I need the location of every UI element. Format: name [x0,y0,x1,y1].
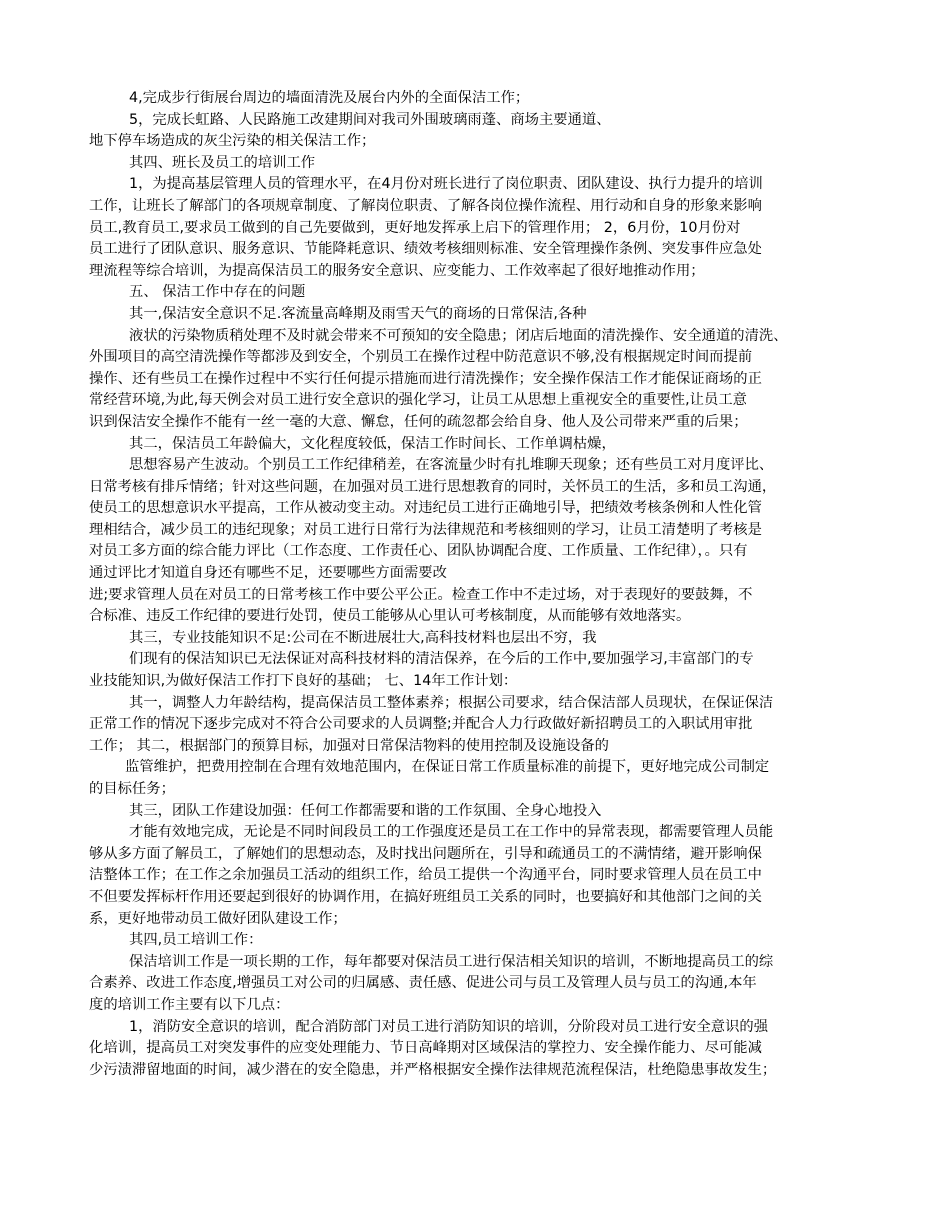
text-line: 其四、班长及员工的培训工作 [129,154,316,171]
text-line: 地下停车场造成的灰尘污染的相关保洁工作； [89,133,376,150]
text-line: 进;要求管理人员在对员工的日常考核工作中要公平公正。检查工作中不走过场，对于表现好的要鼓舞，不 [89,586,753,603]
text-line: 其一，调整人力年龄结构，提高保洁员工整体素养；根据公司要求，结合保洁部人员现状，在保证保洁 [129,694,774,711]
text-line: 对员工多方面的综合能力评比（工作态度、工作责任心、团队协调配合度、工作质量、工作纪律），。只有 [89,543,748,560]
text-line: 1，消防安全意识的培训，配合消防部门对员工进行消防知识的培训，分阶段对员工进行安全意识的强 [129,1018,769,1035]
text-line: 合素养、改进工作态度,增强员工对公司的归属感、责任感、促进公司与员工及管理人员与员工的沟通,本年 [89,975,757,992]
text-line: 理相结合，减少员工的违纪现象；对员工进行日常行为法律规范和考核细则的学习，让员工清楚明了考核是 [89,521,762,538]
text-line: 员工进行了团队意识、服务意识、节能降耗意识、绩效考核细则标准、安全管理操作条例、突发事件应急处 [89,241,762,258]
text-line: 识到保洁安全操作不能有一丝一毫的大意、懈怠，任何的疏忽都会给自身、他人及公司带来严重的后果； [89,413,748,430]
text-line: 的目标任务； [89,781,175,797]
text-line: 外围项目的高空清洗操作等都涉及到安全，个别员工在操作过程中防范意识不够,没有根据规定时间而提前 [89,349,753,366]
text-line: 保洁培训工作是一项长期的工作，每年都要对保洁员工进行保洁相关知识的培训，不断地提高员工的综 [129,953,774,970]
text-line: 其四,员工培训工作： [129,932,263,949]
text-line: 使员工的思想意识水平提高，工作从被动变主动。对违纪员工进行正确地引导，把绩效考核条例和人性化管 [89,500,762,517]
text-line: 思想容易产生波动。个别员工工作纪律稍差，在客流量少时有扎堆聊天现象；还有些员工对月度评比、 [129,457,774,474]
text-line: 够从多方面了解员工，了解她们的思想动态，及时找出问题所在，引导和疏通员工的不满情绪，避开影响保 [89,845,762,862]
text-line: 监管维护，把费用控制在合理有效地范围内，在保证日常工作质量标准的前提下，更好地完成公司制定 [125,759,770,776]
text-line: 业技能知识,为做好保洁工作打下良好的基础； 七、14年工作计划： [89,673,518,690]
text-line: 系，更好地带动员工做好团队建设工作； [89,910,347,927]
text-line: 4,完成步行街展台周边的墙面清洗及展台内外的全面保洁工作； [129,90,530,106]
text-line: 1，为提高基层管理人员的管理水平，在4月份对班长进行了岗位职责、团队建设、执行力提升的培训 [129,176,763,193]
text-line: 其二，保洁员工年龄偏大，文化程度较低，保洁工作时间长、工作单调枯燥， [129,435,616,452]
text-line: 们现有的保洁知识已无法保证对高科技材料的清洁保养，在今后的工作中,要加强学习,丰富部门的专 [129,651,754,668]
text-line: 操作、还有些员工在操作过程中不实行任何提示措施而进行清洗操作；安全操作保洁工作才能保证商场的正 [89,370,762,387]
text-line: 少污渍滞留地面的时间，减少潜在的安全隐患，并严格根据安全操作法律规范流程保洁，杜绝隐患事故发生； [89,1061,777,1078]
text-line: 员工,教育员工,要求员工做到的自己先要做到，更好地发挥承上启下的管理作用； 2，6月份，10月份对 [89,219,741,236]
text-line: 常经营环境,为此,每天例会对员工进行安全意识的强化学习，让员工从思想上重视安全的重要性,让员工意 [89,392,747,409]
text-line: 洁整体工作；在工作之余加强员工活动的组织工作，给员工提供一个沟通平台，同时要求管理人员在员工中 [89,867,762,884]
text-line: 5，完成长虹路、人民路施工改建期间对我司外围玻璃雨蓬、商场主要通道、 [129,111,611,128]
text-line: 工作； 其二，根据部门的预算目标，加强对日常保洁物料的使用控制及设施设备的 [89,737,609,754]
text-line: 化培训，提高员工对突发事件的应变处理能力、节日高峰期对区域保洁的掌控力、安全操作能力、尽可能减 [89,1040,762,1057]
text-line: 工作，让班长了解部门的各项规章制度、了解岗位职责、了解各岗位操作流程、用行动和自身的形象来影响 [89,197,762,214]
text-line: 通过评比才知道自身还有哪些不足，还要哪些方面需要改 [89,565,447,582]
text-line: 其三，专业技能知识不足:公司在不断进展壮大,高科技材料也层出不穷，我 [129,629,597,646]
text-line: 合标准、违反工作纪律的要进行处罚，使员工能够从心里认可考核制度，从而能够有效地落实。 [89,608,691,625]
text-line: 才能有效地完成，无论是不同时间段员工的工作强度还是员工在工作中的异常表现，都需要管理人员能 [129,824,774,841]
text-line: 其一,保洁安全意识不足.客流量高峰期及雨雪天气的商场的日常保洁,各种 [129,305,587,322]
text-line: 正常工作的情况下逐步完成对不符合公司要求的人员调整;并配合人力行政做好新招聘员工的入职试用审批 [89,716,753,733]
text-line: 五、 保洁工作中存在的问题 [129,284,306,301]
text-line: 理流程等综合培训，为提高保洁员工的服务安全意识、应变能力、工作效率起了很好地推动作用； [89,262,705,279]
text-line: 不但要发挥标杆作用还要起到很好的协调作用，在搞好班组员工关系的同时，也要搞好和其他部门之间的关 [89,888,762,905]
text-line: 日常考核有排斥情绪；针对这些问题，在加强对员工进行思想教育的同时，关怀员工的生活，多和员工沟通， [89,478,777,495]
document-body [89,88,861,1081]
text-line: 其三，团队工作建设加强：任何工作都需要和谐的工作氛围、全身心地投入 [129,802,602,819]
text-line: 液状的污染物质稍处理不及时就会带来不可预知的安全隐患；闭店后地面的清洗操作、安全通道的清洗、 [129,327,788,344]
text-line: 度的培训工作主要有以下几点： [89,996,290,1013]
